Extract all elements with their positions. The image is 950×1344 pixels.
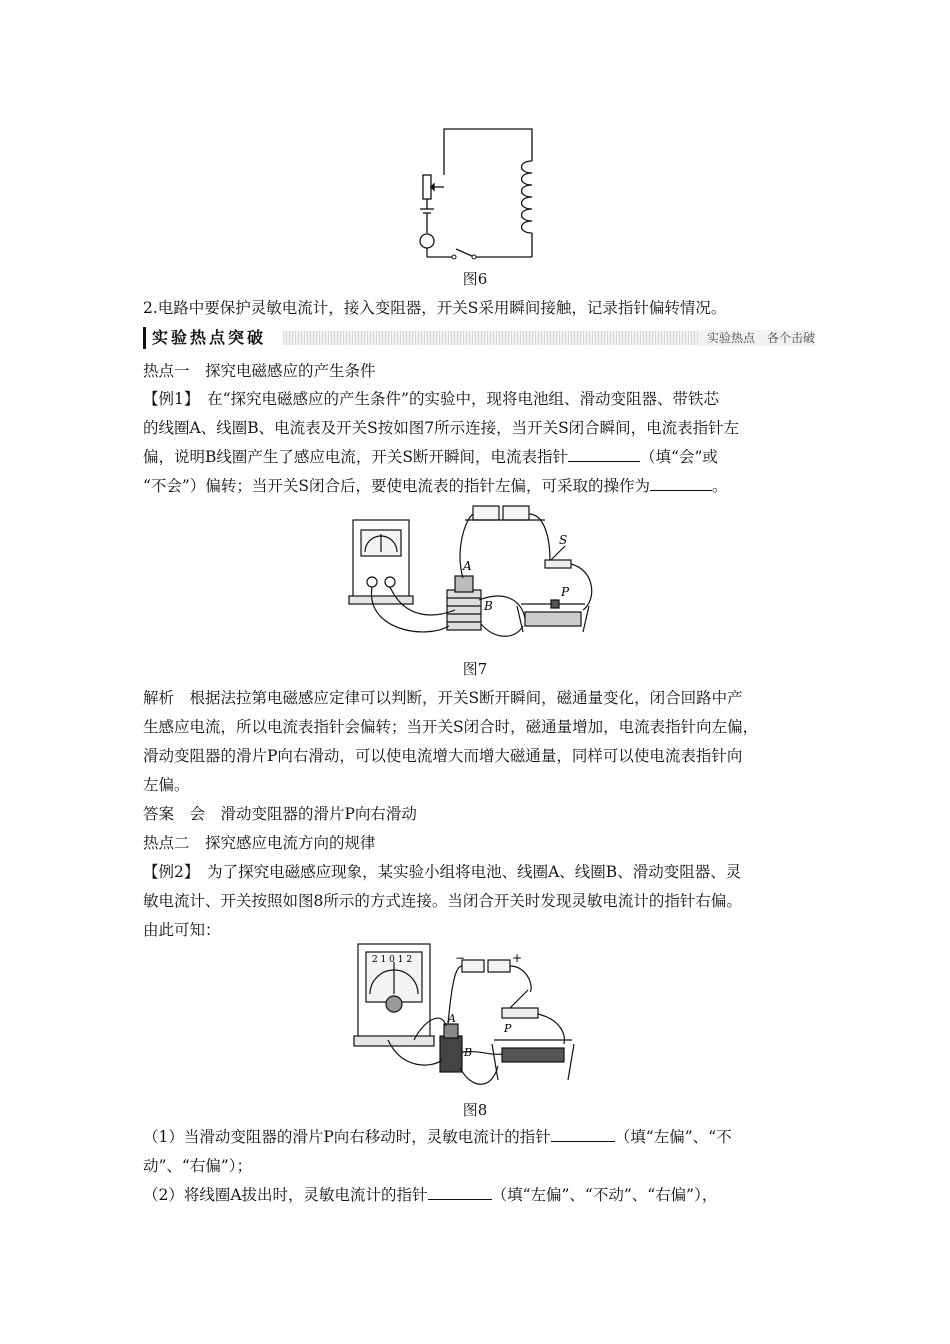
question-2-line-1 (143, 1185, 717, 1205)
figure-8-apparatus-illustration (352, 940, 592, 1090)
banner-subtitle: 实验热点 各个击破 (699, 330, 815, 346)
fig8-scale: 2 1 0 1 2 (372, 955, 413, 965)
answer-line: 答案 会 滑动变阻器的滑片P向右滑动 (143, 805, 417, 823)
hotspot-1-title: 热点一 探究电磁感应的产生条件 (143, 362, 376, 380)
figure-7-caption: 图7 (462, 660, 488, 678)
fig8-label-b: B (464, 1046, 473, 1059)
question-2-tail: （填“左偏”、“不动”、“右偏”）， (491, 1186, 718, 1204)
fig8-label-p: P (504, 1022, 512, 1035)
example-1-line-4 (143, 476, 728, 496)
answer-blank-4[interactable] (428, 1185, 492, 1200)
example-2-line-3: 由此可知： (143, 921, 221, 939)
question-2-text: （2）将线圈A拔出时，灵敏电流计的指针 (143, 1186, 428, 1204)
fig7-label-p: P (561, 585, 570, 599)
hotspot-2-title: 热点二 探究感应电流方向的规律 (143, 834, 376, 852)
fig7-label-a: A (463, 559, 472, 573)
example-2-line-1: 【例2】 为了探究电磁感应现象，某实验小组将电池、线圈A、线圈B、滑动变阻器、灵 (143, 863, 742, 881)
analysis-line-2: 生感应电流，所以电流表指针会偏转；当开关S闭合时，磁通量增加，电流表指针向左偏， (143, 718, 759, 736)
figure-8-caption: 图8 (462, 1101, 488, 1119)
fig7-label-b: B (484, 599, 493, 613)
answer-blank-2[interactable] (650, 476, 712, 491)
figure-6-circuit-diagram (410, 125, 550, 265)
question-1-tail: （填“左偏”、“不 (614, 1128, 732, 1146)
example-1-line-3 (143, 447, 718, 467)
answer-blank-1[interactable] (568, 447, 640, 462)
fig7-label-s: S (559, 533, 568, 547)
analysis-line-1: 解析 根据法拉第电磁感应定律可以判断，开关S断开瞬间，磁通量变化，闭合回路中产 (143, 689, 743, 707)
section-banner (143, 327, 815, 349)
fig8-plus: + (512, 951, 523, 965)
example-1-line-4-tail: 。 (711, 477, 728, 495)
example-2-line-2: 敏电流计、开关按照如图8所示的方式连接。当闭合开关时发现灵敏电流计的指针右偏。 (143, 892, 742, 910)
example-1-line-4-text: “不会”）偏转；当开关S闭合后，要使电流表的指针左偏，可采取的操作为 (143, 477, 650, 495)
figure-6-caption: 图6 (462, 270, 488, 288)
analysis-line-3: 滑动变阻器的滑片P向右滑动，可以使电流增大而增大磁通量，同样可以使电流表指针向 (143, 747, 743, 765)
example-1-line-1: 【例1】 在“探究电磁感应的产生条件”的实验中，现将电池组、滑动变阻器、带铁芯 (143, 390, 719, 408)
banner-title: 实验热点突破 (143, 327, 272, 349)
question-1-text: （1）当滑动变阻器的滑片P向右移动时，灵敏电流计的指针 (143, 1128, 551, 1146)
note-2: 2.电路中要保护灵敏电流计，接入变阻器，开关S采用瞬间接触，记录指针偏转情况。 (143, 299, 727, 317)
example-1-line-2: 的线圈A、线圈B、电流表及开关S按如图7所示连接，当开关S闭合瞬间，电流表指针左 (143, 419, 740, 437)
analysis-line-4: 左偏。 (143, 776, 190, 794)
question-1-line-2: 动”、“右偏”）； (143, 1157, 253, 1175)
example-1-line-3-tail: （填“会”或 (640, 448, 718, 466)
fig8-minus: − (455, 951, 466, 965)
fig8-label-a: A (448, 1012, 456, 1025)
question-1-line-1 (143, 1127, 732, 1147)
figure-7-apparatus-illustration (345, 500, 605, 645)
answer-blank-3[interactable] (551, 1127, 615, 1142)
example-1-line-3-text: 偏，说明B线圈产生了感应电流，开关S断开瞬间，电流表指针 (143, 448, 569, 466)
